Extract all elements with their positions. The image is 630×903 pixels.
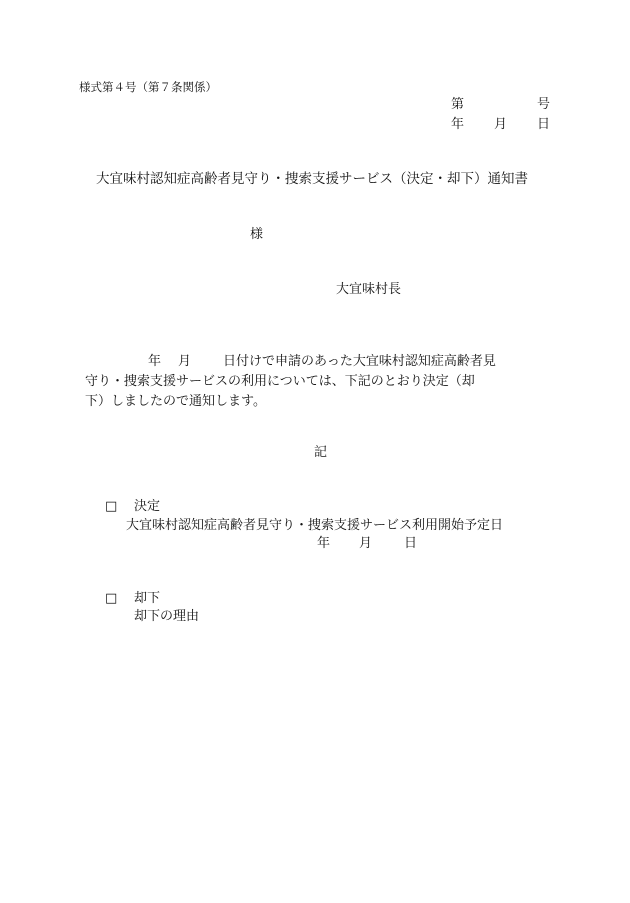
reference-date-month: 月 — [494, 117, 508, 132]
notice-body-line-3: 下）しましたので通知します。 — [85, 394, 266, 409]
notice-body-line-2: 守り・捜索支援サービスの利用については、下記のとおり決定（却 — [85, 374, 475, 389]
decision-detail: 大宜味村認知症高齢者見守り・捜索支援サービス利用開始予定日 — [126, 518, 504, 533]
rejection-reason-label: 却下の理由 — [134, 609, 200, 624]
issuer-name: 大宜味村長 — [336, 282, 402, 297]
ki-heading: 記 — [314, 445, 328, 460]
recipient-honorific: 様 — [250, 227, 264, 242]
application-date-month: 月 — [178, 354, 192, 369]
form-id: 様式第４号（第７条関係） — [79, 80, 217, 94]
reference-number-suffix: 号 — [537, 97, 551, 112]
notice-body — [85, 352, 555, 412]
document-title: 大宜味村認知症高齢者見守り・捜索支援サービス（決定・却下）通知書 — [96, 171, 528, 187]
rejection-label: 却下 — [134, 591, 161, 606]
application-date-year: 年 — [148, 354, 162, 369]
reference-date-year: 年 — [451, 117, 465, 132]
rejection-checkbox-icon[interactable]: □ — [105, 591, 118, 606]
start-date-month: 月 — [359, 536, 373, 551]
notice-body-line-1-text: 日付けで申請のあった大宜味村認知症高齢者見 — [223, 354, 496, 369]
reference-number-label: 第 — [451, 97, 465, 112]
decision-checkbox-icon[interactable]: □ — [105, 499, 118, 514]
notice-body-line-1 — [85, 352, 555, 372]
reference-date-day: 日 — [537, 117, 551, 132]
start-date-day: 日 — [404, 536, 418, 551]
decision-label: 決定 — [134, 499, 161, 514]
start-date-year: 年 — [317, 536, 331, 551]
